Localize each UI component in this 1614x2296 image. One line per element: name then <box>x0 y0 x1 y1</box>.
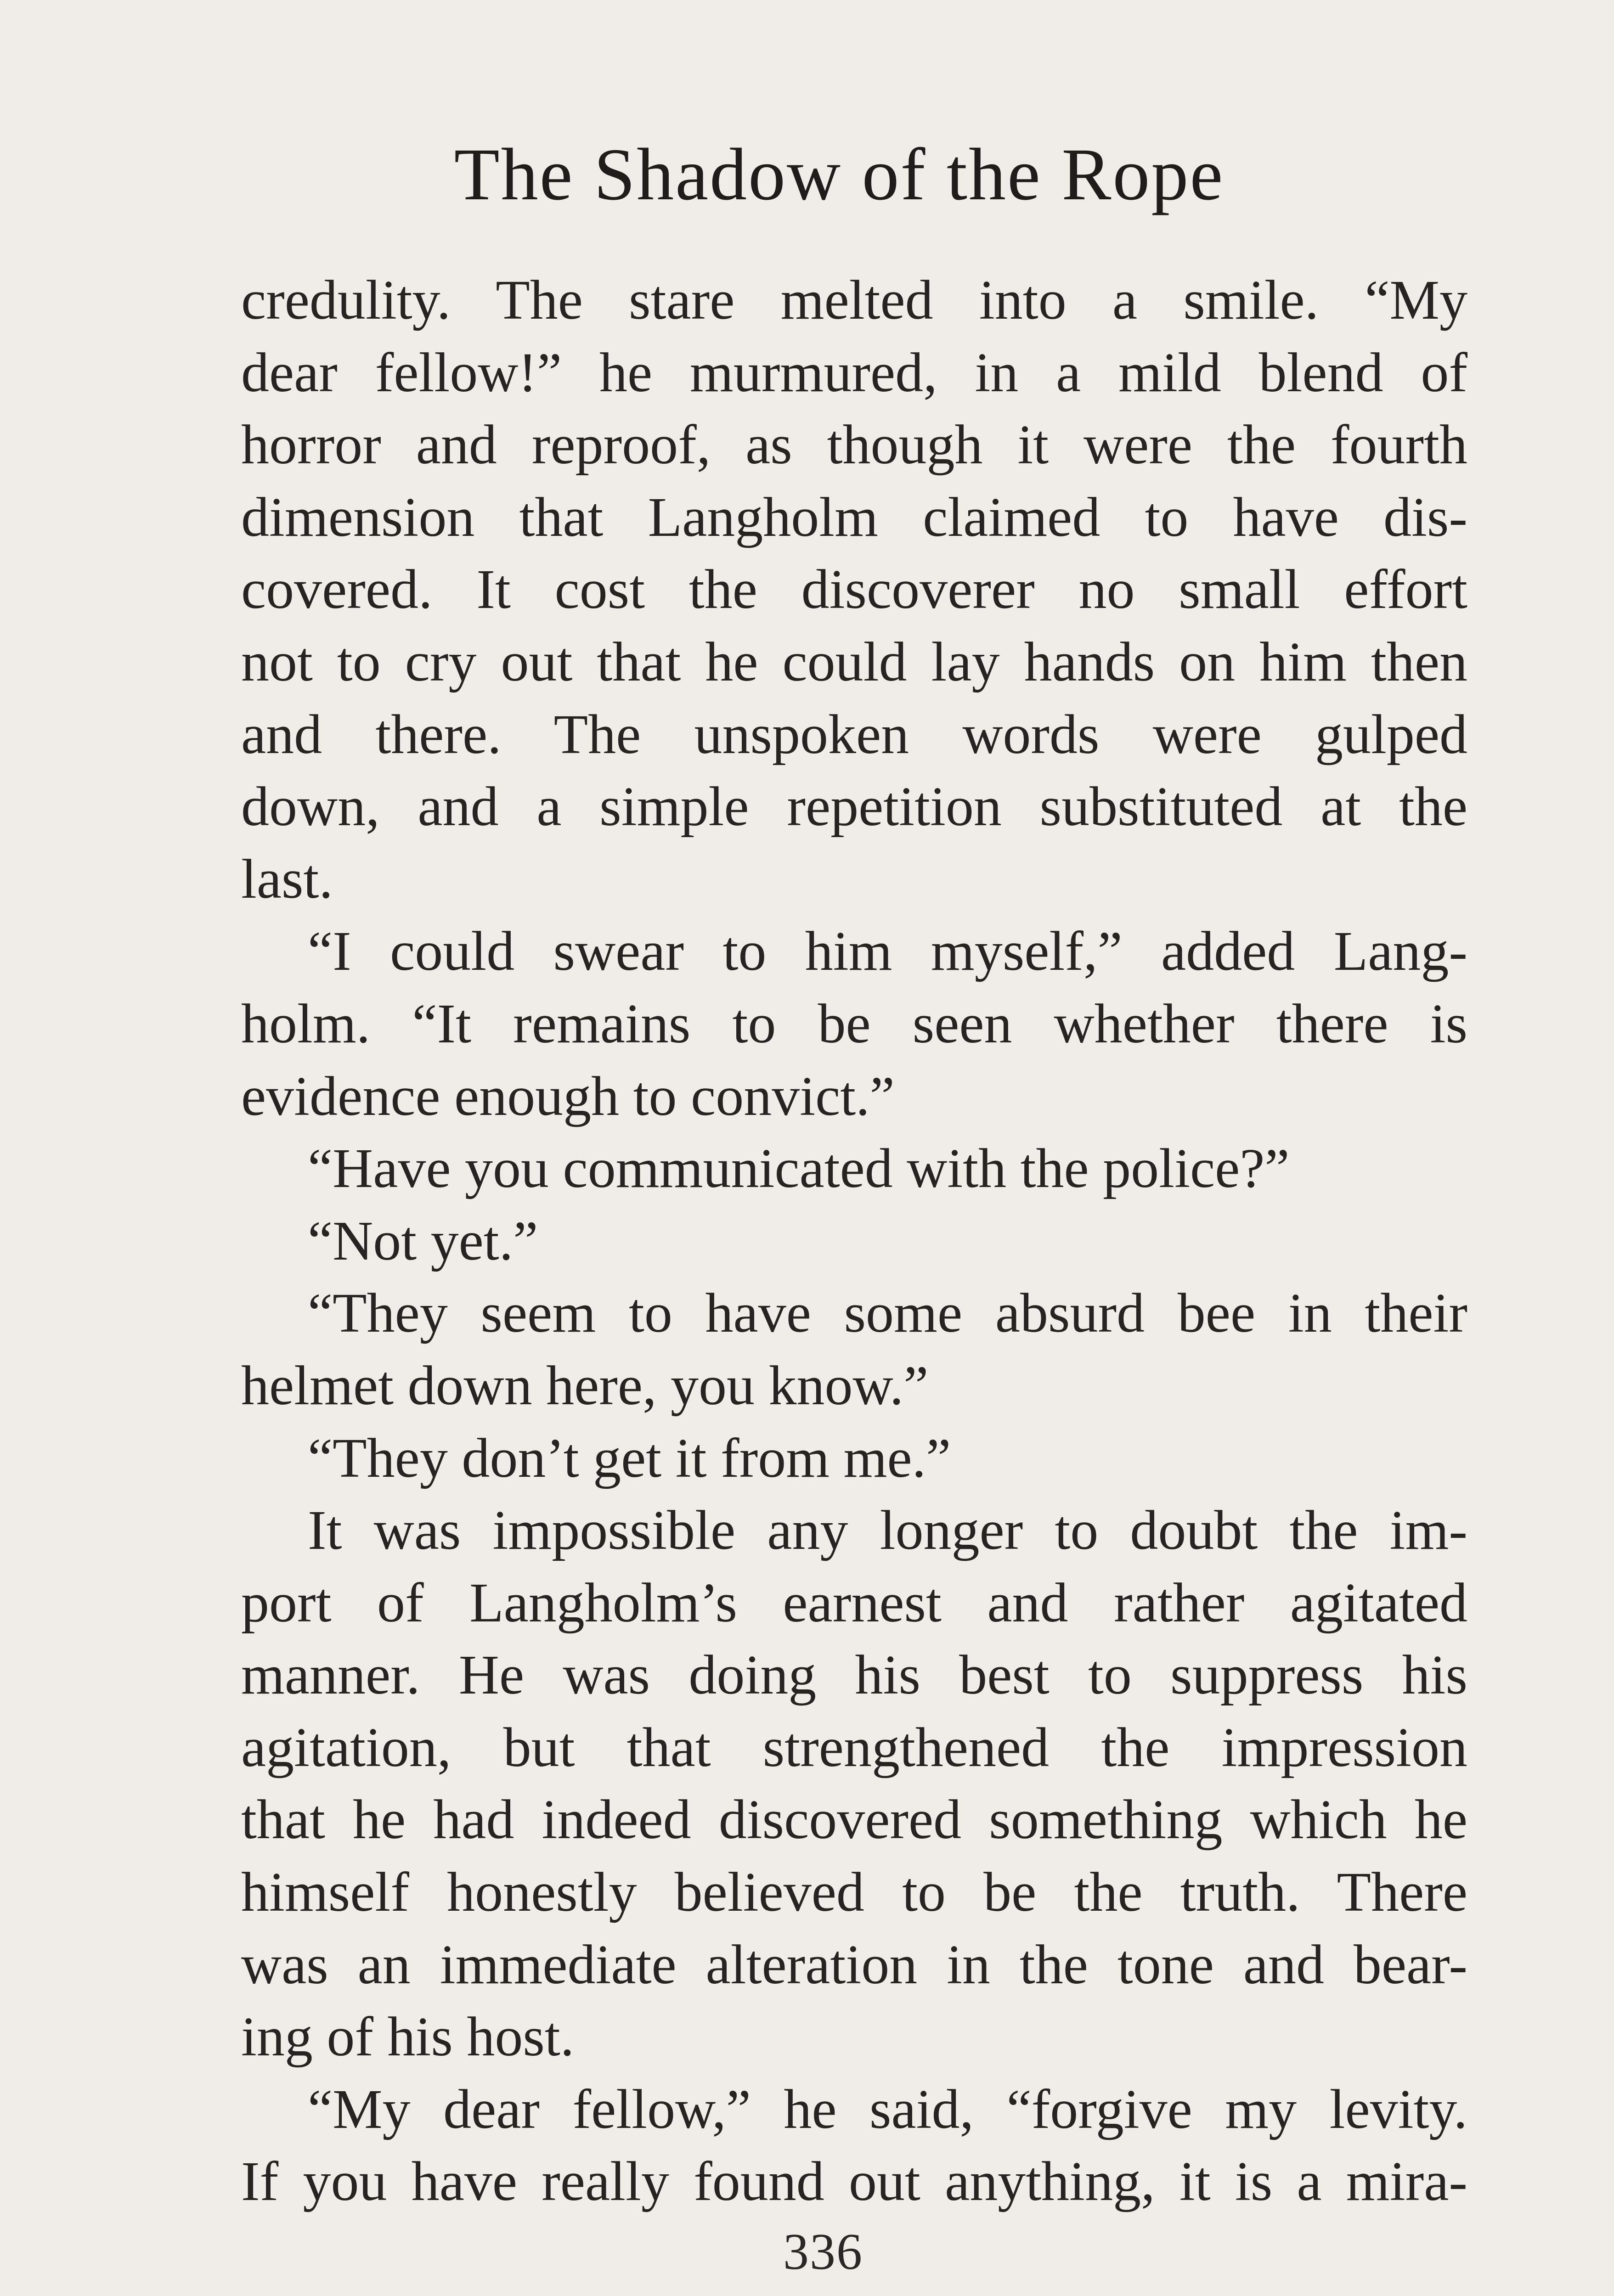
text-line: If you have really found out anything, it is a mira- <box>241 2150 1467 2213</box>
text-line: “My dear fellow,” he said, “forgive my levity. <box>308 2078 1467 2140</box>
page-number: 336 <box>783 2223 863 2280</box>
text-line: that he had indeed discovered something which he <box>241 1789 1467 1851</box>
text-line: evidence enough to convict.” <box>241 1065 895 1127</box>
text-line: horror and reproof, as though it were the fourth <box>241 414 1467 476</box>
body-text <box>241 264 1467 2218</box>
text-line: credulity. The stare melted into a smile. “My <box>241 269 1467 331</box>
text-line: “I could swear to him myself,” added Lang- <box>308 920 1467 983</box>
text-line: “They seem to have some absurd bee in their <box>308 1282 1467 1345</box>
text-line: holm. “It remains to be seen whether there is <box>241 992 1467 1055</box>
text-line: “They don’t get it from me.” <box>308 1427 951 1489</box>
text-line: “Not yet.” <box>308 1210 538 1272</box>
text-line: down, and a simple repetition substituted at the <box>241 776 1467 838</box>
text-line: himself honestly believed to be the truth. There <box>241 1861 1467 1924</box>
text-line: manner. He was doing his best to suppress his <box>241 1644 1467 1706</box>
running-head: The Shadow of the Rope <box>454 134 1225 216</box>
text-line: covered. It cost the discoverer no small effort <box>241 558 1467 621</box>
text-line: dear fellow!” he murmured, in a mild blend of <box>241 341 1467 404</box>
text-line: last. <box>241 848 333 910</box>
text-line: helmet down here, you know.” <box>241 1354 929 1417</box>
text-line: and there. The unspoken words were gulped <box>241 703 1467 765</box>
text-line: was an immediate alteration in the tone and bear- <box>241 1933 1467 1996</box>
text-line: dimension that Langholm claimed to have dis- <box>241 486 1467 548</box>
text-line: It was impossible any longer to doubt the im- <box>308 1499 1467 1562</box>
text-line: ing of his host. <box>241 2006 575 2068</box>
text-line: not to cry out that he could lay hands on him then <box>241 630 1467 693</box>
text-line: “Have you communicated with the police?” <box>308 1137 1290 1200</box>
text-line: agitation, but that strengthened the impression <box>241 1716 1467 1778</box>
text-line: port of Langholm’s earnest and rather agitated <box>241 1571 1467 1634</box>
